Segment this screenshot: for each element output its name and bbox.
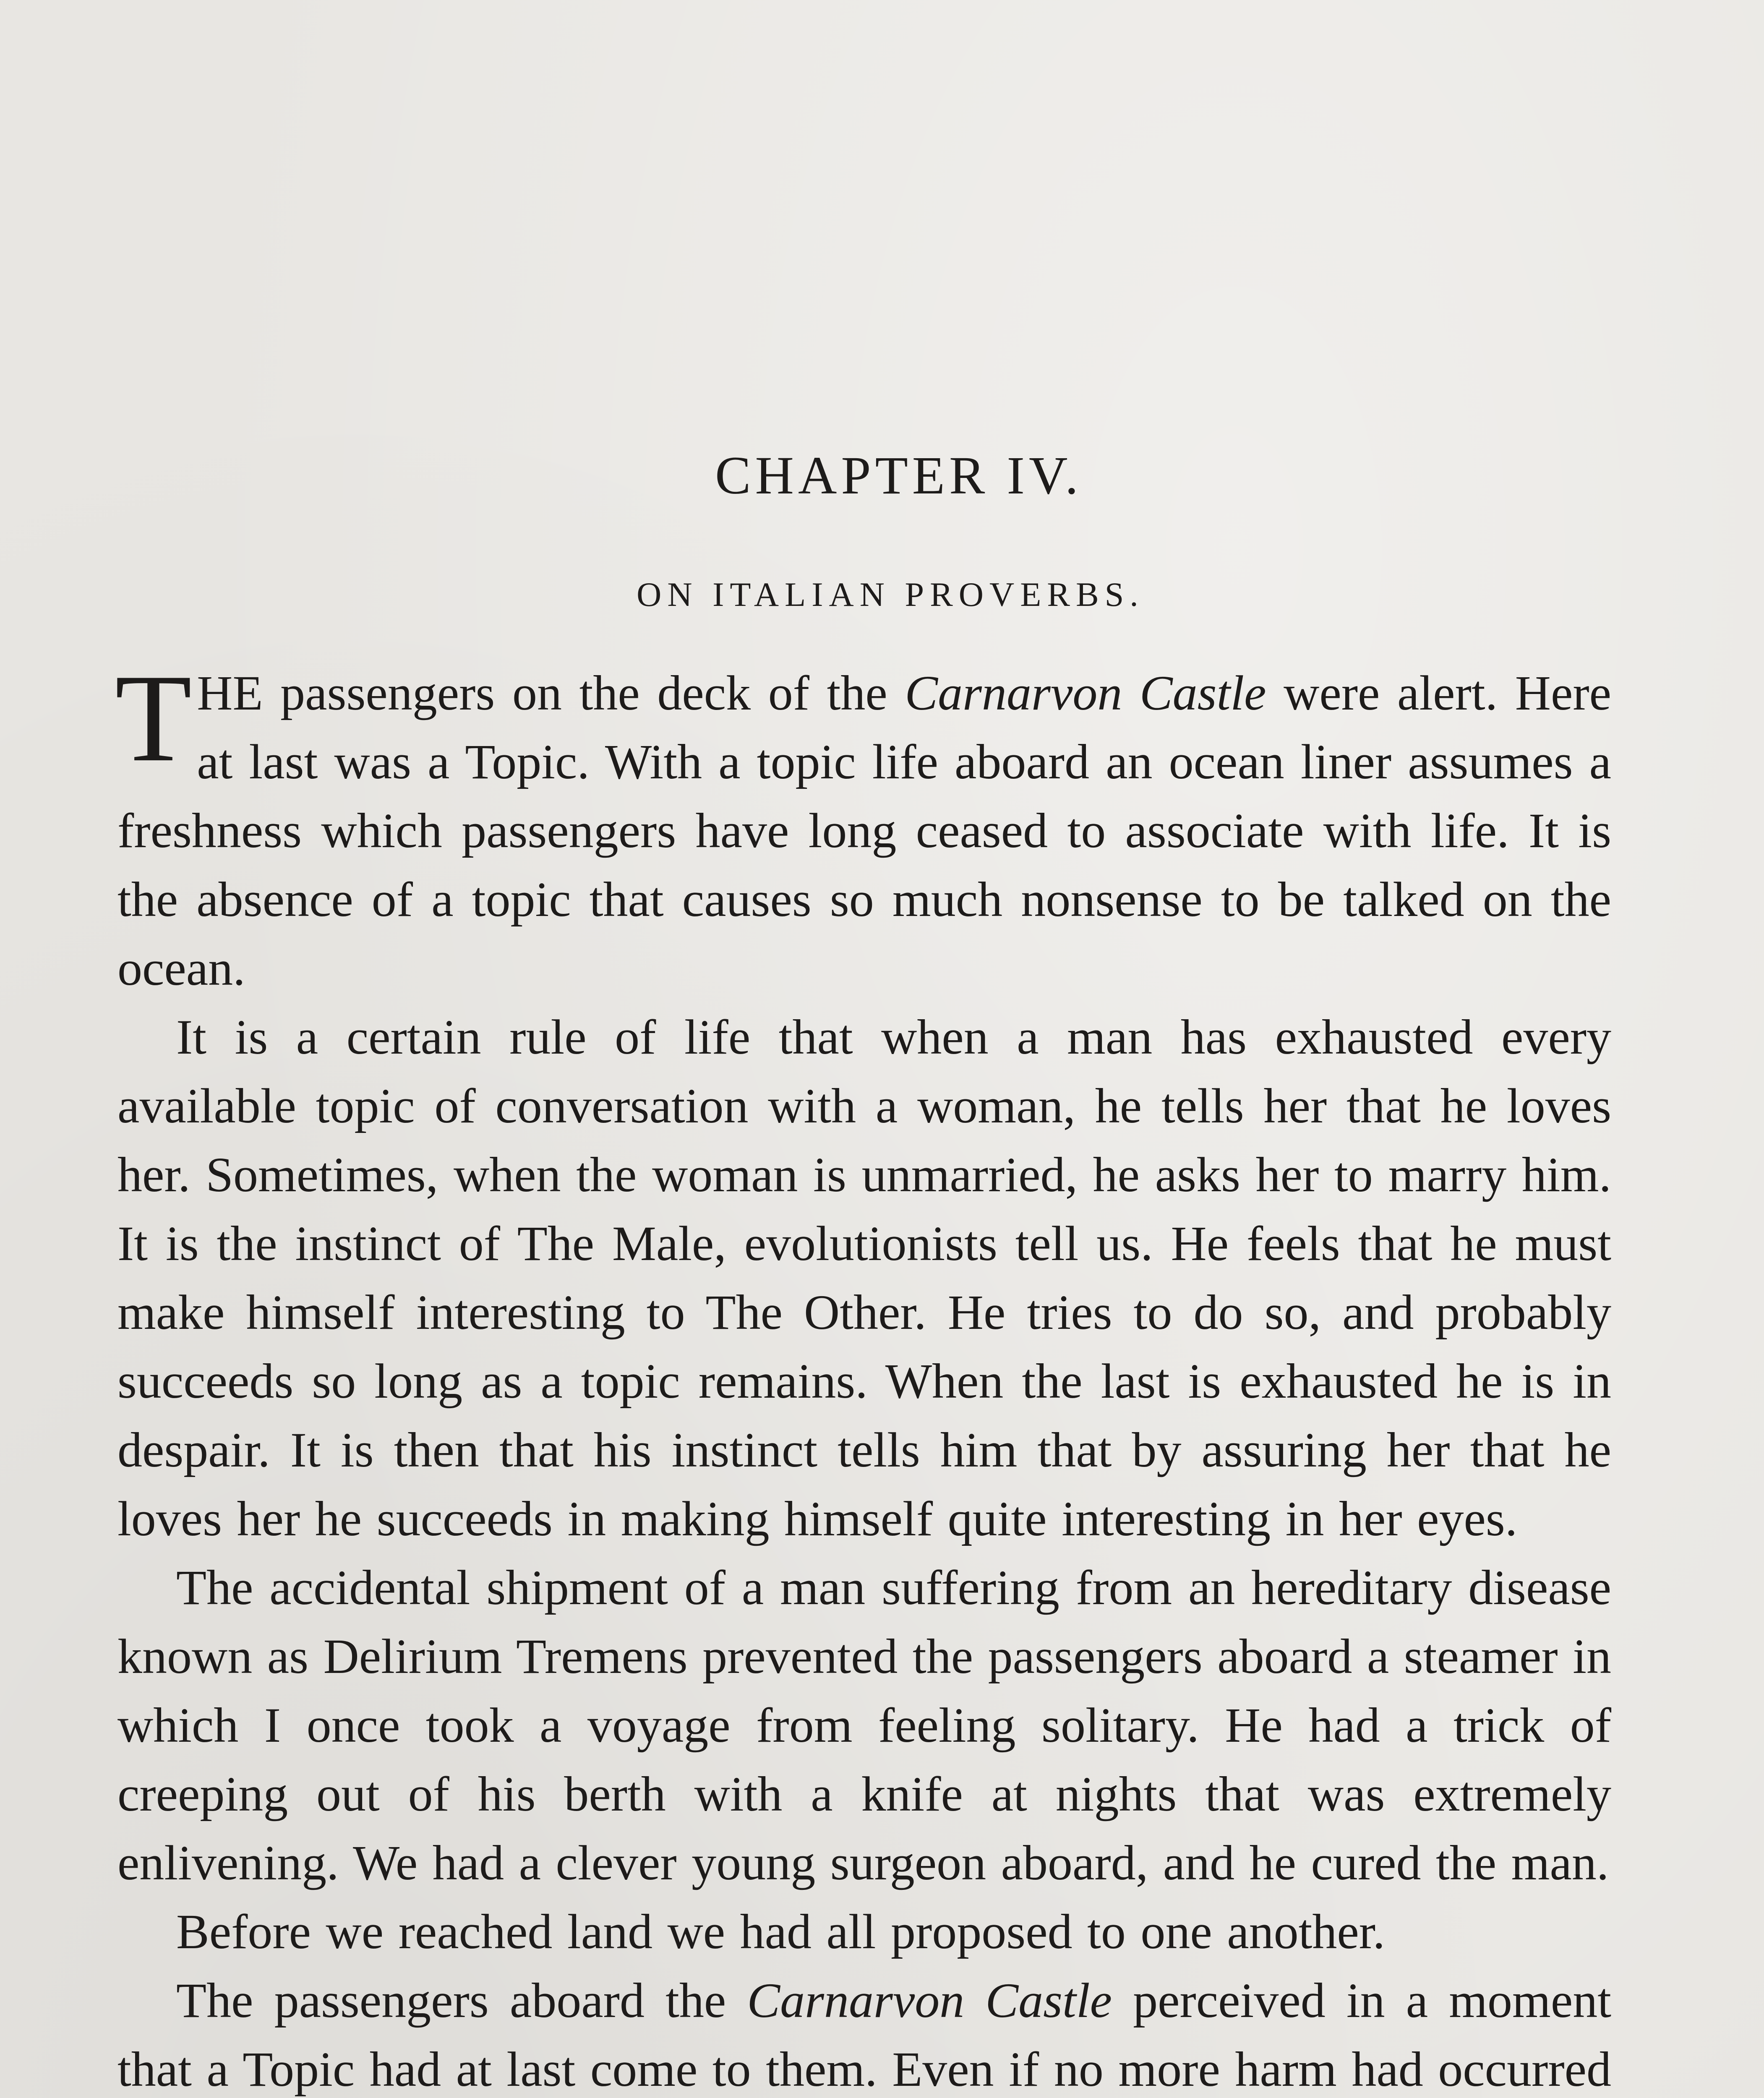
paragraph-4-text: Before we reached land we had all proposed to one another. (176, 1904, 1386, 1959)
ship-name-italic: Carnarvon Castle (905, 665, 1266, 720)
paragraph-3-text: The accidental shipment of a man suffering from an hereditary disease known as Delirium Tremens prevented the passengers aboard a steamer in which I once took a voyage from feeling solitary. He had a trick of creeping out of his berth with a knife at nights that was extremely enlivening. We had a clever young surgeon aboard, and he cured the man. (117, 1560, 1611, 1890)
paragraph-1-text-cont: were alert. Here at last was a Topic. With a topic life aboard an ocean liner assumes a freshness which passengers have long ceased to associate with life. It is the absence of a topic that causes so much nonsense to be talked on the ocean. (117, 665, 1611, 996)
paragraph-5-text-cont: perceived in a moment that a Topic had at last come to them. Even if no more harm had occurred (117, 1973, 1611, 2097)
paragraph-1 (115, 648, 1611, 1003)
paragraph-2 (117, 1003, 1611, 1553)
chapter-subtitle: ON ITALIAN PROVERBS. (637, 575, 1144, 613)
paragraph-4 (117, 1897, 1611, 1966)
paragraph-5-text: The passengers aboard the (176, 1973, 747, 2028)
drop-cap: T (115, 648, 192, 788)
reverse-side-show-through (138, 138, 1649, 485)
paragraph-1-text: HE passengers on the deck of the (197, 665, 905, 720)
body-text (115, 648, 1611, 2098)
chapter-title: CHAPTER IV. (715, 446, 1083, 505)
paragraph-3 (117, 1553, 1611, 1897)
ship-name-italic: Carnarvon Castle (747, 1973, 1112, 2028)
paragraph-5 (117, 1966, 1611, 2098)
paragraph-2-text: It is a certain rule of life that when a man has exhausted every available topic of conversation with a woman, he tells her that he loves her. Sometimes, when the woman is unmarried, he asks her to marry him. It is the instinct of The Male, evolutionists tell us. He feels that he must make himself interesting to The Other. He tries to do so, and probably succeeds so long as a topic remains. When the last is exhausted he is in despair. It is then that his instinct tells him that by assuring her that he loves her he succeeds in making himself quite interesting in her eyes. (117, 1010, 1611, 1546)
